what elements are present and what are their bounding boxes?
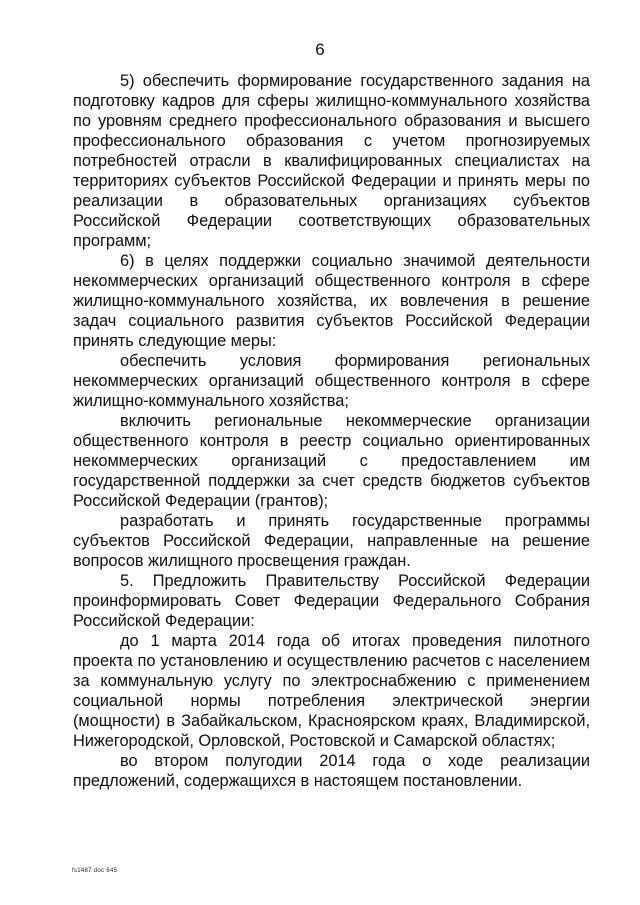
- paragraph-measure-ensure-conditions: обеспечить условия формирования региональных некоммерческих организаций общественного контроля в сфере жилищно-коммунального хозяйства;: [73, 352, 590, 410]
- document-body: [73, 71, 590, 791]
- paragraph-report-march-2014: до 1 марта 2014 года об итогах проведения пилотного проекта по установлению и осуществлению расчетов с населением за коммунальную услугу по электроснабжению с применением социальной нормы потребления электрической энергии (мощности) в Забайкальском, Красноярском краях, Владимирской, Нижегородской, Орловской, Ростовской и Самарской областях;: [73, 632, 590, 750]
- paragraph-item-5: 5) обеспечить формирование государственного задания на подготовку кадров для сферы жилищно-коммунального хозяйства по уровням среднего профессионального образования и высшего профессионального образования с учетом прогнозируемых потребностей отрасли в квалифицированных специалистах на территориях субъектов Российской Федерации и принять меры по реализации в образовательных организациях субъектов Российской Федерации соответствующих образовательных программ;: [73, 72, 590, 250]
- paragraph-measure-include-registry: включить региональные некоммерческие организации общественного контроля в реестр социально ориентированных некоммерческих организаций с предоставлением им государственной поддержки за счет средств бюджетов субъектов Российской Федерации (грантов);: [73, 412, 590, 510]
- paragraph-section-5: 5. Предложить Правительству Российской Федерации проинформировать Совет Федерации Федерального Собрания Российской Федерации:: [73, 572, 590, 630]
- paragraph-measure-develop-programs: разработать и принять государственные программы субъектов Российской Федерации, направленные на решение вопросов жилищного просвещения граждан.: [73, 512, 590, 570]
- paragraph-report-second-half-2014: во втором полугодии 2014 года о ходе реализации предложений, содержащихся в настоящем постановлении.: [73, 752, 590, 790]
- paragraph-item-6: 6) в целях поддержки социально значимой деятельности некоммерческих организаций общественного контроля в сфере жилищно-коммунального хозяйства, их вовлечения в решение задач социального развития субъектов Российской Федерации принять следующие меры:: [73, 252, 590, 350]
- page-number: 6: [315, 40, 325, 59]
- document-code-footer: fs1487 doc 645: [72, 868, 118, 874]
